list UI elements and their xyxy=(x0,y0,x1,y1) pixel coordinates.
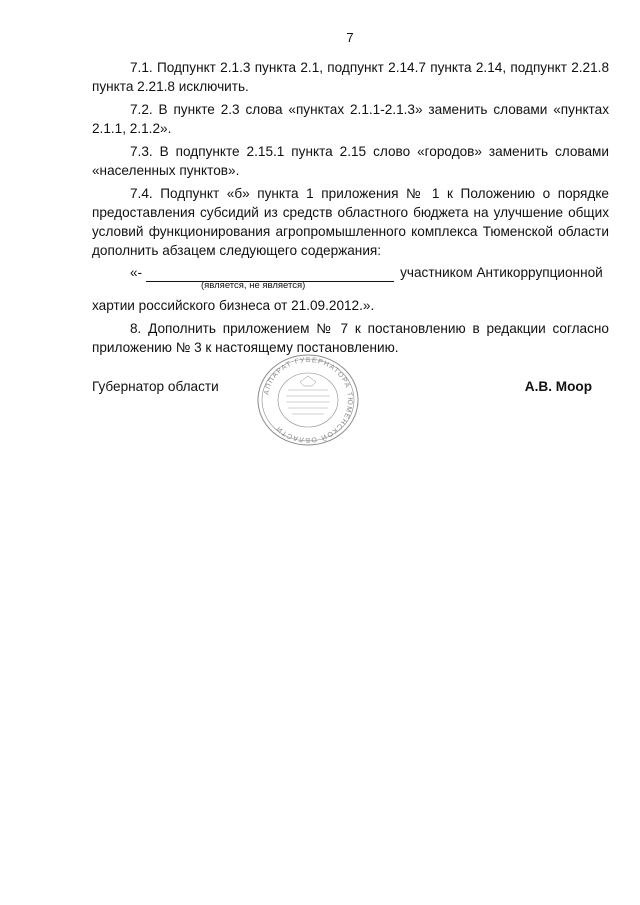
paragraph-7-4: 7.4. Подпункт «б» пункта 1 приложения № 1 к Положению о порядке предоставления субсидий из средств областного бюджета на улучшение общих условий функционирования агропромышленного комплекса Тюменской области дополнить абзацем следующего содержания: xyxy=(92,186,609,258)
official-seal-stamp xyxy=(254,352,362,448)
signer-name: А.В. Моор xyxy=(524,379,592,394)
paragraph-7-3: 7.3. В подпункте 2.15.1 пункта 2.15 слово «городов» заменить словами «населенных пунктов». xyxy=(92,144,609,178)
insert-line xyxy=(92,263,609,282)
insert-continuation: хартии российского бизнеса от 21.09.2012.». xyxy=(92,298,375,313)
insert-after-blank: участником Антикоррупционной xyxy=(400,265,603,280)
caption-row xyxy=(92,282,609,296)
blank-caption: (является, не является) xyxy=(201,280,306,291)
document-body xyxy=(92,58,609,361)
paragraph-8: 8. Дополнить приложением № 7 к постановлению в редакции согласно приложению № 3 к настоящему постановлению. xyxy=(92,321,609,355)
insert-quote-open: «- xyxy=(130,265,143,280)
seal-outer-text: АППАРАТ ГУБЕРНАТОРА ТЮМЕНСКОЙ ОБЛАСТИ xyxy=(263,356,354,444)
paragraph-7-2: 7.2. В пункте 2.3 слова «пунктах 2.1.1-2.1.3» заменить словами «пунктах 2.1.1, 2.1.2». xyxy=(92,102,609,136)
paragraph-7-1: 7.1. Подпункт 2.1.3 пункта 2.1, подпункт 2.14.7 пункта 2.14, подпункт 2.21.8 пункта 2.21.8 исключить. xyxy=(92,60,609,94)
page-number: 7 xyxy=(346,30,354,45)
signer-title: Губернатор области xyxy=(92,379,219,394)
